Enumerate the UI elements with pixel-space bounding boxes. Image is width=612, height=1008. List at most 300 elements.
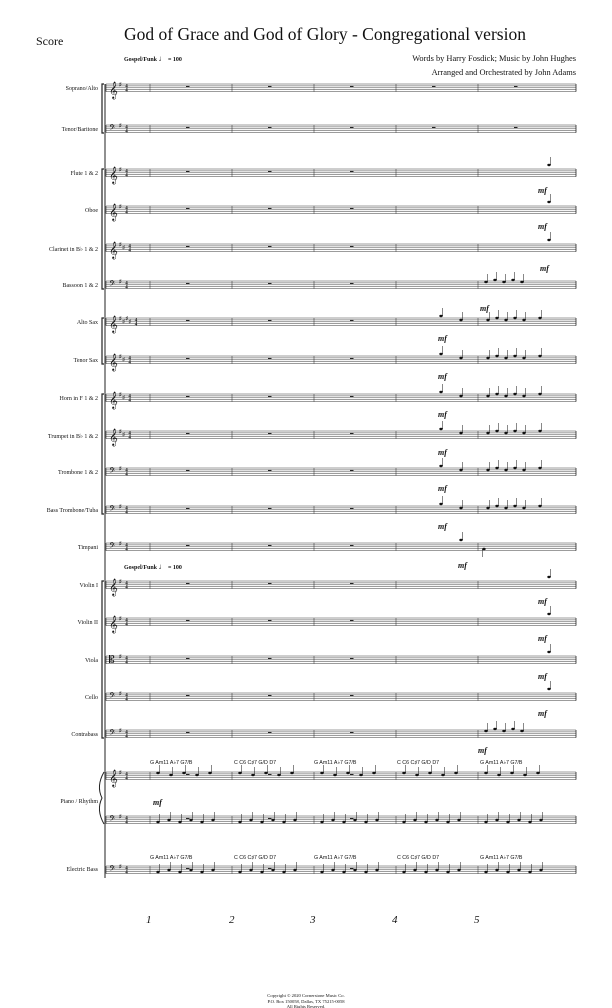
notehead <box>415 774 418 776</box>
whole-rest-icon <box>186 818 190 819</box>
whole-rest-icon <box>350 658 354 659</box>
whole-rest-icon <box>350 508 354 509</box>
whole-rest-icon <box>350 583 354 584</box>
whole-rest-icon <box>186 320 190 321</box>
time-signature-bottom: 4 <box>125 173 128 179</box>
notehead <box>182 772 185 774</box>
notehead <box>502 730 505 732</box>
time-signature-top: 4 <box>125 618 128 624</box>
notehead <box>169 774 172 776</box>
credit-words-music: Words by Harry Fosdick; Music by John Hughes <box>412 54 576 63</box>
notehead <box>271 869 274 871</box>
whole-rest-icon <box>268 396 272 397</box>
time-signature-bottom: 4 <box>134 322 138 328</box>
notehead <box>260 871 263 873</box>
notehead <box>211 819 214 821</box>
notehead <box>547 651 550 653</box>
whole-rest-icon <box>186 620 190 621</box>
treble-clef-icon: 𝄞 <box>109 355 118 372</box>
whole-rest-icon <box>268 433 272 434</box>
notehead <box>510 772 513 774</box>
whole-rest-icon <box>268 208 272 209</box>
sharp-icon: ♯ <box>119 728 122 734</box>
dynamic-mf: mf <box>478 746 487 755</box>
sharp-icon: ♯ <box>119 864 122 870</box>
notehead <box>504 395 507 397</box>
tempo-text: Gospel/Funk <box>124 565 158 571</box>
notehead <box>513 467 516 469</box>
whole-rest-icon <box>268 320 272 321</box>
notehead <box>195 774 198 776</box>
tempo-value: = 100 <box>168 57 182 63</box>
whole-rest-icon <box>268 658 272 659</box>
notehead <box>495 393 498 395</box>
time-signature-top: 4 <box>125 730 128 736</box>
notehead <box>522 507 525 509</box>
time-signature-bottom: 4 <box>125 129 128 135</box>
whole-rest-icon <box>268 508 272 509</box>
bass-clef-icon: 𝄢 <box>109 865 116 877</box>
treble-clef-icon: 𝄞 <box>109 83 118 100</box>
dynamic-mf: mf <box>438 522 447 531</box>
notehead <box>486 395 489 397</box>
notehead <box>264 772 267 774</box>
time-signature-top: 4 <box>128 431 131 437</box>
sharp-icon: ♯ <box>119 541 122 547</box>
notehead <box>520 281 523 283</box>
label-piano-rhythm: Piano / Rhythm <box>60 799 98 805</box>
measure-number: 2 <box>229 914 235 926</box>
notehead <box>523 774 526 776</box>
notehead <box>459 432 462 434</box>
whole-rest-icon <box>350 433 354 434</box>
sharp-icon: ♯ <box>122 357 125 363</box>
time-signature-top: 4 <box>125 468 128 474</box>
whole-rest-icon <box>186 433 190 434</box>
dynamic-mf: mf <box>458 561 467 570</box>
notehead <box>320 772 323 774</box>
notehead <box>495 430 498 432</box>
bracket-sax <box>102 318 104 364</box>
sharp-icon: ♯ <box>119 770 122 776</box>
notehead <box>506 871 509 873</box>
whole-rest-icon <box>350 320 354 321</box>
whole-rest-icon <box>350 470 354 471</box>
whole-rest-icon <box>268 695 272 696</box>
notehead <box>493 279 496 281</box>
whole-rest-icon <box>350 774 354 775</box>
notehead <box>375 819 378 821</box>
whole-rest-icon <box>186 545 190 546</box>
notehead <box>249 869 252 871</box>
whole-rest-icon <box>350 396 354 397</box>
notehead <box>402 821 405 823</box>
notehead <box>539 819 542 821</box>
notehead <box>504 319 507 321</box>
time-signature-bottom: 4 <box>125 776 128 782</box>
notehead <box>459 469 462 471</box>
notehead <box>538 467 541 469</box>
time-signature-top: 4 <box>125 772 128 778</box>
time-signature-bottom: 4 <box>125 88 128 94</box>
notehead <box>484 772 487 774</box>
whole-rest-icon <box>268 470 272 471</box>
notehead <box>486 357 489 359</box>
notehead <box>536 772 539 774</box>
notehead <box>547 164 550 166</box>
treble-clef-icon: 𝄞 <box>109 243 118 260</box>
whole-rest-icon <box>350 283 354 284</box>
whole-rest-icon <box>268 86 272 87</box>
dynamic-mf: mf <box>438 334 447 343</box>
time-signature-bottom: 4 <box>128 360 131 366</box>
whole-rest-icon <box>186 868 190 869</box>
notehead <box>342 821 345 823</box>
whole-rest-icon <box>268 774 272 775</box>
label-violin-2: Violin II <box>77 620 98 626</box>
notehead <box>517 869 520 871</box>
notehead <box>200 871 203 873</box>
sharp-icon: ♯ <box>119 504 122 510</box>
measure-number: 3 <box>310 914 316 926</box>
notehead <box>189 869 192 871</box>
dynamic-mf: mf <box>538 709 547 718</box>
time-signature-bottom: 4 <box>125 210 128 216</box>
dynamic-mf: mf <box>438 372 447 381</box>
notehead <box>424 871 427 873</box>
notehead <box>277 774 280 776</box>
notehead <box>446 871 449 873</box>
notehead <box>333 774 336 776</box>
whole-rest-icon <box>350 358 354 359</box>
notehead <box>528 871 531 873</box>
notehead <box>547 613 550 615</box>
sharp-icon: ♯ <box>119 691 122 697</box>
whole-rest-icon <box>186 86 190 87</box>
notehead <box>208 772 211 774</box>
bass-clef-icon: 𝄢 <box>109 505 116 517</box>
whole-rest-icon <box>350 246 354 247</box>
time-signature-top: 4 <box>134 318 138 324</box>
notehead <box>413 869 416 871</box>
notehead <box>517 819 520 821</box>
whole-rest-icon <box>268 732 272 733</box>
sharp-icon: ♯ <box>119 814 122 820</box>
notehead <box>271 819 274 821</box>
time-signature-top: 4 <box>125 693 128 699</box>
whole-rest-icon <box>350 695 354 696</box>
bass-clef-icon: 𝄢 <box>109 542 116 554</box>
notehead <box>200 821 203 823</box>
sharp-icon: ♯ <box>119 429 122 435</box>
time-signature-bottom: 4 <box>128 248 131 254</box>
label-flute: Flute 1 & 2 <box>70 171 98 177</box>
whole-rest-icon <box>186 695 190 696</box>
time-signature-top: 4 <box>128 356 131 362</box>
notehead <box>528 821 531 823</box>
notehead <box>504 469 507 471</box>
sharp-icon: ♯ <box>119 616 122 622</box>
notehead <box>522 395 525 397</box>
label-timpani: Timpani <box>77 545 98 551</box>
copyright-footer <box>0 993 612 1008</box>
sharp-icon: ♯ <box>119 279 122 285</box>
time-signature-bottom: 4 <box>125 510 128 516</box>
notehead <box>211 869 214 871</box>
treble-clef-icon: 𝄞 <box>109 205 118 222</box>
notehead <box>331 869 334 871</box>
piano-brace <box>99 772 104 824</box>
notehead <box>504 357 507 359</box>
chord-symbols-bass-m5: G Am11 A♭7 G7/B <box>480 855 523 861</box>
treble-clef-icon: 𝄞 <box>109 430 118 447</box>
notehead <box>538 505 541 507</box>
notehead <box>364 871 367 873</box>
whole-rest-icon <box>186 774 190 775</box>
sharp-icon: ♯ <box>119 354 122 360</box>
time-signature-bottom: 4 <box>125 734 128 740</box>
whole-rest-icon <box>268 246 272 247</box>
sharp-icon: ♯ <box>125 316 129 322</box>
notehead <box>495 317 498 319</box>
whole-rest-icon <box>268 171 272 172</box>
whole-rest-icon <box>186 658 190 659</box>
measure-number: 4 <box>392 914 398 926</box>
notehead <box>441 774 444 776</box>
alto-clef-icon: 𝄡 <box>109 655 115 667</box>
notehead <box>439 315 442 317</box>
tempo-value: = 100 <box>168 565 182 571</box>
time-signature-top: 4 <box>125 866 128 872</box>
whole-rest-icon <box>268 545 272 546</box>
notehead <box>457 819 460 821</box>
notehead <box>238 821 241 823</box>
copyright-line: Copyright © 2020 Cornerstone Music Co. <box>267 993 345 998</box>
notehead <box>522 319 525 321</box>
label-bassoon: Bassoon 1 & 2 <box>62 283 98 289</box>
notehead <box>439 391 442 393</box>
notehead <box>538 355 541 357</box>
sharp-icon: ♯ <box>128 319 132 325</box>
treble-clef-icon: 𝄞 <box>109 617 118 634</box>
label-oboe: Oboe <box>85 208 98 214</box>
notehead <box>282 821 285 823</box>
dynamic-mf: mf <box>538 634 547 643</box>
time-signature-bottom: 4 <box>125 660 128 666</box>
chord-symbols-bass-m3: G Am11 A♭7 G7/B <box>314 855 357 861</box>
bass-clef-icon: 𝄢 <box>109 729 116 741</box>
whole-rest-icon <box>268 818 272 819</box>
whole-rest-icon <box>268 583 272 584</box>
notehead <box>282 871 285 873</box>
notehead <box>547 576 550 578</box>
notehead <box>439 428 442 430</box>
bass-clef-icon: 𝄢 <box>109 815 116 827</box>
notehead <box>495 505 498 507</box>
label-trumpet: Trumpet in B♭ 1 & 2 <box>47 434 98 440</box>
notehead <box>459 319 462 321</box>
notehead <box>402 772 405 774</box>
measure-number: 5 <box>474 914 480 926</box>
notehead <box>495 467 498 469</box>
whole-rest-icon <box>186 358 190 359</box>
notehead <box>346 772 349 774</box>
sharp-icon: ♯ <box>119 466 122 472</box>
dynamic-mf: mf <box>538 186 547 195</box>
sharp-icon: ♯ <box>122 319 125 325</box>
notehead <box>493 728 496 730</box>
treble-clef-icon: 𝄞 <box>109 168 118 185</box>
time-signature-top: 4 <box>125 281 128 287</box>
sharp-icon: ♯ <box>119 123 122 129</box>
sharp-icon: ♯ <box>119 654 122 660</box>
notehead <box>428 772 431 774</box>
dynamic-mf: mf <box>153 798 162 807</box>
measure-number: 1 <box>146 914 152 926</box>
whole-rest-icon <box>350 208 354 209</box>
whole-rest-icon <box>514 86 518 87</box>
time-signature-top: 4 <box>125 169 128 175</box>
notehead <box>459 539 462 541</box>
notehead <box>457 869 460 871</box>
notehead <box>504 432 507 434</box>
treble-clef-icon: 𝄞 <box>109 317 118 334</box>
notehead <box>435 869 438 871</box>
label-alto-sax: Alto Sax <box>76 320 98 326</box>
notehead <box>353 819 356 821</box>
bass-clef-icon: 𝄢 <box>109 467 116 479</box>
time-signature-bottom: 4 <box>125 285 128 291</box>
label-electric-bass: Electric Bass <box>66 867 98 873</box>
dynamic-mf: mf <box>538 672 547 681</box>
notehead <box>486 469 489 471</box>
notehead <box>513 393 516 395</box>
whole-rest-icon <box>350 818 354 819</box>
notehead <box>446 821 449 823</box>
notehead <box>459 357 462 359</box>
notehead <box>538 430 541 432</box>
whole-rest-icon <box>186 208 190 209</box>
whole-rest-icon <box>350 868 354 869</box>
whole-rest-icon <box>268 868 272 869</box>
tempo-text: Gospel/Funk <box>124 57 158 63</box>
whole-rest-icon <box>186 396 190 397</box>
notehead <box>249 819 252 821</box>
notehead <box>522 357 525 359</box>
notehead <box>156 871 159 873</box>
time-signature-bottom: 4 <box>128 398 131 404</box>
notehead <box>290 772 293 774</box>
notehead <box>547 239 550 241</box>
notehead <box>513 430 516 432</box>
bass-clef-icon: 𝄢 <box>109 692 116 704</box>
notehead <box>484 871 487 873</box>
notehead <box>156 821 159 823</box>
notehead <box>484 821 487 823</box>
sharp-icon: ♯ <box>119 392 122 398</box>
notehead <box>424 821 427 823</box>
treble-clef-icon: 𝄞 <box>109 580 118 597</box>
time-signature-bottom: 4 <box>125 870 128 876</box>
label-contrabass: Contrabass <box>71 732 98 738</box>
notehead <box>178 871 181 873</box>
whole-rest-icon <box>350 732 354 733</box>
whole-rest-icon <box>432 86 436 87</box>
dynamic-mf: mf <box>438 448 447 457</box>
dynamic-mf: mf <box>438 410 447 419</box>
notehead <box>439 353 442 355</box>
notehead <box>486 507 489 509</box>
whole-rest-icon <box>350 545 354 546</box>
time-signature-top: 4 <box>125 543 128 549</box>
page-title: God of Grace and God of Glory - Congregational version <box>124 24 526 44</box>
quarter-note-icon: ♩ <box>158 562 167 571</box>
notehead <box>482 548 485 550</box>
time-signature-bottom: 4 <box>125 472 128 478</box>
whole-rest-icon <box>186 127 190 128</box>
time-signature-top: 4 <box>128 394 131 400</box>
notehead <box>372 772 375 774</box>
notehead <box>293 869 296 871</box>
notehead <box>547 688 550 690</box>
whole-rest-icon <box>186 508 190 509</box>
score-label: Score <box>36 34 64 48</box>
notehead <box>520 730 523 732</box>
notehead <box>331 819 334 821</box>
notehead <box>320 871 323 873</box>
notehead <box>238 871 241 873</box>
chord-symbols-bass-m2: C C6 C♯7 G/D D7 <box>234 855 277 861</box>
chord-symbols-piano-m5: G Am11 A♭7 G7/B <box>480 760 523 766</box>
sharp-icon: ♯ <box>122 432 125 438</box>
notehead <box>178 821 181 823</box>
label-soprano-alto: Soprano/Alto <box>65 86 98 92</box>
notehead <box>238 772 241 774</box>
notehead <box>439 465 442 467</box>
treble-clef-icon: 𝄞 <box>109 771 118 788</box>
bracket-strings <box>102 581 104 738</box>
notehead <box>497 774 500 776</box>
chord-symbols-piano-m2: C C6 C♯7 G/D D7 <box>234 760 277 766</box>
notehead <box>454 772 457 774</box>
bracket-woodwinds <box>102 169 104 289</box>
notehead <box>402 871 405 873</box>
sharp-icon: ♯ <box>119 204 122 210</box>
notehead <box>342 871 345 873</box>
notehead <box>504 507 507 509</box>
notehead <box>506 821 509 823</box>
time-signature-top: 4 <box>128 244 131 250</box>
label-trombone: Trombone 1 & 2 <box>58 470 98 476</box>
whole-rest-icon <box>432 127 436 128</box>
sharp-icon: ♯ <box>122 245 125 251</box>
whole-rest-icon <box>350 127 354 128</box>
notehead <box>459 395 462 397</box>
notehead <box>439 503 442 505</box>
notehead <box>189 819 192 821</box>
notehead <box>538 393 541 395</box>
label-viola: Viola <box>85 658 98 664</box>
label-cello: Cello <box>85 695 98 701</box>
whole-rest-icon <box>268 620 272 621</box>
chord-symbols-bass-m4: C C6 C♯7 G/D D7 <box>397 855 440 861</box>
whole-rest-icon <box>186 470 190 471</box>
time-signature-bottom: 4 <box>125 820 128 826</box>
bass-clef-icon: 𝄢 <box>109 280 116 292</box>
notehead <box>495 869 498 871</box>
dynamic-mf: mf <box>480 304 489 313</box>
time-signature-top: 4 <box>125 656 128 662</box>
